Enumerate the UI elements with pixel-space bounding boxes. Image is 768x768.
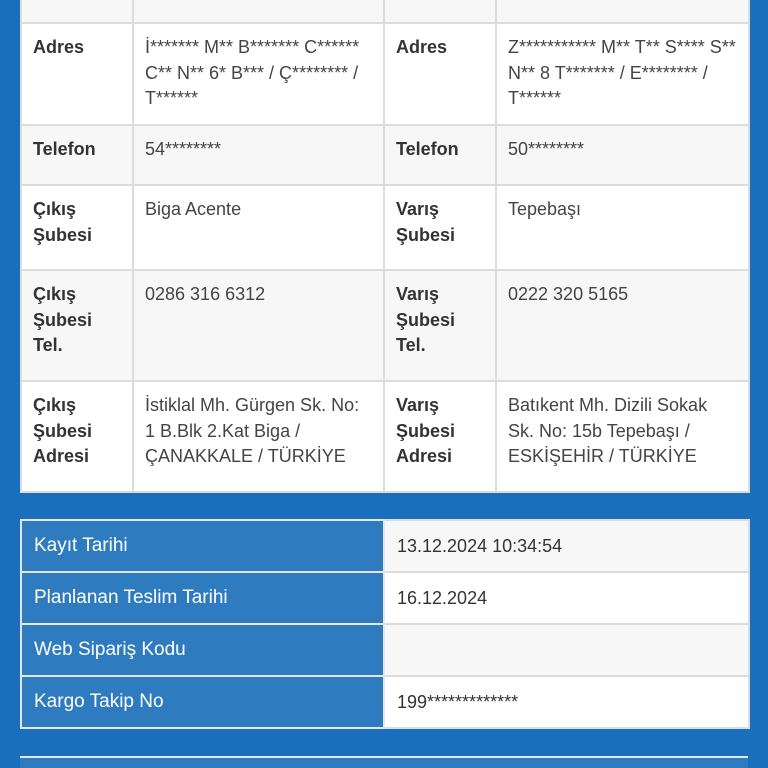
arrival-branch-value: Tepebaşı xyxy=(496,185,749,270)
table-row xyxy=(21,572,749,624)
web-order-code-label: Web Sipariş Kodu xyxy=(21,624,384,676)
sender-phone-label: Telefon xyxy=(21,125,133,185)
sender-cell-label xyxy=(21,0,133,23)
sender-address-label: Adres xyxy=(21,23,133,125)
receiver-address-value: Z*********** M** T** S**** S** N** 8 T******* / E******** / T****** xyxy=(496,23,749,125)
next-section-header xyxy=(20,756,748,768)
table-row xyxy=(21,125,749,185)
web-order-code-value xyxy=(384,624,749,676)
registration-date-label: Kayıt Tarihi xyxy=(21,520,384,572)
sender-address-value: İ******* M** B******* C****** C** N** 6* B*** / Ç******** / T****** xyxy=(133,23,384,125)
arrival-branch-address-value: Batıkent Mh. Dizili Sokak Sk. No: 15b Tepebaşı / ESKİŞEHİR / TÜRKİYE xyxy=(496,381,749,492)
table-row xyxy=(21,185,749,270)
cargo-tracking-number-label: Kargo Takip No xyxy=(21,676,384,728)
departure-branch-label: Çıkış Şubesi xyxy=(21,185,133,270)
arrival-branch-label: Varış Şubesi xyxy=(384,185,496,270)
departure-branch-address-value: İstiklal Mh. Gürgen Sk. No: 1 B.Blk 2.Kat Biga / ÇANAKKALE / TÜRKİYE xyxy=(133,381,384,492)
arrival-branch-phone-value: 0222 320 5165 xyxy=(496,270,749,381)
receiver-cell-value xyxy=(496,0,749,23)
table-row xyxy=(21,381,749,492)
arrival-branch-address-label: Varış Şubesi Adresi xyxy=(384,381,496,492)
table-row xyxy=(21,23,749,125)
receiver-phone-label: Telefon xyxy=(384,125,496,185)
table-row xyxy=(21,270,749,381)
receiver-cell-label xyxy=(384,0,496,23)
sender-cell-value xyxy=(133,0,384,23)
table-row xyxy=(21,676,749,728)
sender-phone-value: 54******** xyxy=(133,125,384,185)
address-table xyxy=(20,0,750,493)
departure-branch-value: Biga Acente xyxy=(133,185,384,270)
shipment-info-table xyxy=(20,519,750,729)
table-row xyxy=(21,0,749,23)
planned-delivery-date-value: 16.12.2024 xyxy=(384,572,749,624)
registration-date-value: 13.12.2024 10:34:54 xyxy=(384,520,749,572)
departure-branch-phone-label: Çıkış Şubesi Tel. xyxy=(21,270,133,381)
departure-branch-address-label: Çıkış Şubesi Adresi xyxy=(21,381,133,492)
table-row xyxy=(21,624,749,676)
departure-branch-phone-value: 0286 316 6312 xyxy=(133,270,384,381)
arrival-branch-phone-label: Varış Şubesi Tel. xyxy=(384,270,496,381)
receiver-address-label: Adres xyxy=(384,23,496,125)
receiver-phone-value: 50******** xyxy=(496,125,749,185)
planned-delivery-date-label: Planlanan Teslim Tarihi xyxy=(21,572,384,624)
table-row xyxy=(21,520,749,572)
cargo-tracking-number-value: 199************* xyxy=(384,676,749,728)
